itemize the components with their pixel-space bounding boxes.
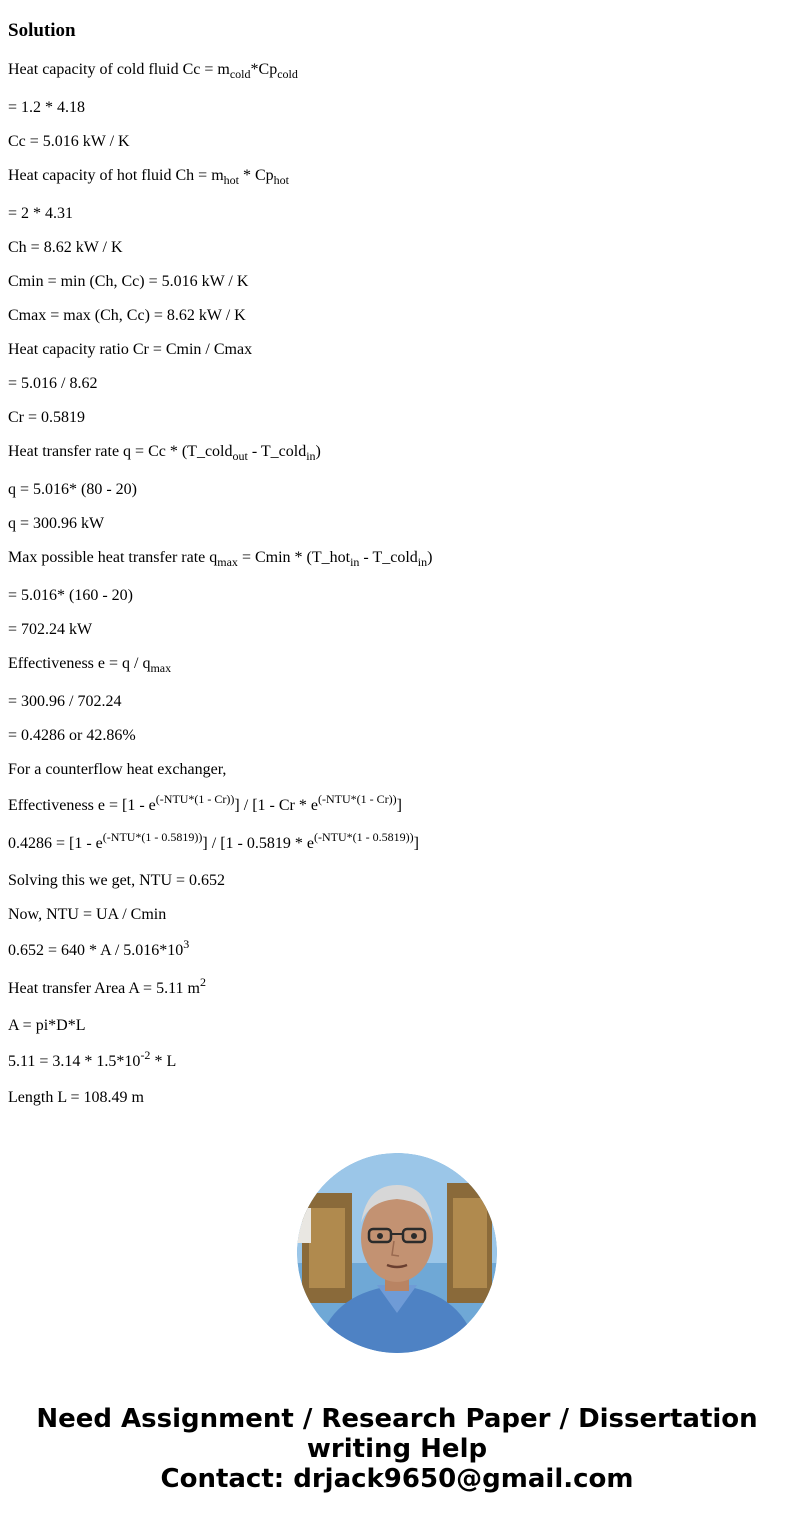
line-text: Ch = 8.62 kW / K	[8, 239, 123, 256]
banner-line-2: writing Help	[306, 1434, 488, 1464]
solution-line	[8, 340, 252, 360]
solution-line	[8, 792, 402, 816]
subscript: in	[306, 449, 316, 463]
line-text: 0.4286 = [1 - e	[8, 835, 103, 852]
solution-line	[8, 586, 133, 606]
line-text: q = 300.96 kW	[8, 515, 105, 532]
line-text: ] / [1 - Cr * e	[234, 797, 318, 814]
solution-line	[8, 726, 136, 746]
solution-heading: Solution	[8, 20, 76, 41]
line-text: ]	[396, 797, 402, 814]
solution-line	[8, 760, 226, 780]
line-text: Length L = 108.49 m	[8, 1089, 144, 1106]
solution-line	[8, 937, 190, 961]
line-text: = 5.016* (160 - 20)	[8, 587, 134, 604]
subscript: hot	[223, 173, 239, 187]
superscript: (-NTU*(1 - Cr))	[317, 792, 397, 806]
line-text: - T_cold	[359, 549, 418, 566]
solution-line	[8, 654, 171, 674]
superscript: 2	[199, 975, 206, 989]
solution-line	[8, 830, 419, 854]
subscript: cold	[277, 67, 298, 81]
solution-line	[8, 272, 248, 292]
subscript: cold	[229, 67, 251, 81]
solution-line	[8, 132, 130, 152]
solution-line	[8, 306, 246, 326]
line-text: * Cp	[238, 167, 274, 184]
solution-line	[8, 60, 298, 80]
help-contact-banner	[0, 1404, 794, 1494]
line-text: ] / [1 - 0.5819 * e	[202, 835, 314, 852]
line-text: = 5.016 / 8.62	[8, 375, 98, 392]
subscript: hot	[273, 173, 289, 187]
line-text: = 0.4286 or 42.86%	[8, 727, 136, 744]
solution-line	[8, 480, 137, 500]
line-text: q = 5.016* (80 - 20)	[8, 481, 138, 498]
line-text: Cr = 0.5819	[8, 409, 86, 426]
line-text: Max possible heat transfer rate q	[8, 549, 218, 566]
solution-line	[8, 98, 85, 118]
line-text: 0.652 = 640 * A / 5.016*10	[8, 942, 184, 959]
line-text: Cmin = min (Ch, Cc) = 5.016 kW / K	[8, 273, 249, 290]
line-text: = 1.2 * 4.18	[8, 99, 86, 116]
subscript: out	[232, 449, 248, 463]
superscript: (-NTU*(1 - 0.5819))	[102, 830, 203, 844]
solution-line	[8, 1016, 85, 1036]
solution-line	[8, 1088, 144, 1108]
superscript: -2	[140, 1048, 151, 1062]
line-text: A = pi*D*L	[8, 1017, 86, 1034]
line-text: Heat transfer rate q = Cc * (T_cold	[8, 443, 233, 460]
superscript: (-NTU*(1 - Cr))	[155, 792, 235, 806]
line-text: Effectiveness e = [1 - e	[8, 797, 156, 814]
line-text: Effectiveness e = q / q	[8, 655, 151, 672]
line-text: Heat transfer Area A = 5.11 m	[8, 980, 200, 997]
superscript: 3	[183, 937, 190, 951]
solution-line	[8, 442, 321, 462]
solution-line	[8, 408, 85, 428]
solution-line	[8, 166, 289, 186]
line-text: Cmax = max (Ch, Cc) = 8.62 kW / K	[8, 307, 246, 324]
line-text: * L	[150, 1053, 177, 1070]
line-text: Cc = 5.016 kW / K	[8, 133, 130, 150]
superscript: (-NTU*(1 - 0.5819))	[313, 830, 414, 844]
solution-line	[8, 548, 432, 568]
line-text: Heat capacity ratio Cr = Cmin / Cmax	[8, 341, 253, 358]
line-text: - T_cold	[247, 443, 307, 460]
solution-line	[8, 975, 206, 999]
line-text: = 702.24 kW	[8, 621, 93, 638]
solution-line	[8, 238, 123, 258]
line-text: *Cp	[250, 61, 278, 78]
subscript: max	[217, 555, 238, 569]
line-text: )	[315, 443, 321, 460]
solution-line	[8, 1048, 177, 1072]
subscript: in	[350, 555, 360, 569]
line-text: Heat capacity of cold fluid Cc = m	[8, 61, 230, 78]
line-text: = Cmin * (T_hot	[237, 549, 351, 566]
subscript: in	[417, 555, 428, 569]
solution-line	[8, 514, 104, 534]
line-text: Now, NTU = UA / Cmin	[8, 906, 167, 923]
line-text: = 300.96 / 702.24	[8, 693, 122, 710]
line-text: Heat capacity of hot fluid Ch = m	[8, 167, 224, 184]
line-text: Solving this we get, NTU = 0.652	[8, 872, 226, 889]
solution-line	[8, 692, 121, 712]
solution-line	[8, 620, 92, 640]
banner-contact-line: Contact: drjack9650@gmail.com	[160, 1464, 634, 1494]
portrait-image	[297, 1153, 497, 1353]
solution-line	[8, 204, 73, 224]
solution-line	[8, 374, 97, 394]
subscript: max	[150, 661, 172, 675]
author-photo	[297, 1153, 497, 1353]
line-text: ]	[413, 835, 419, 852]
solution-line	[8, 905, 166, 925]
line-text: )	[427, 549, 433, 566]
banner-line-1: Need Assignment / Research Paper / Dissertation	[36, 1404, 758, 1434]
solution-line	[8, 871, 225, 891]
line-text: 5.11 = 3.14 * 1.5*10	[8, 1053, 141, 1070]
line-text: = 2 * 4.31	[8, 205, 74, 222]
line-text: For a counterflow heat exchanger,	[8, 761, 227, 778]
